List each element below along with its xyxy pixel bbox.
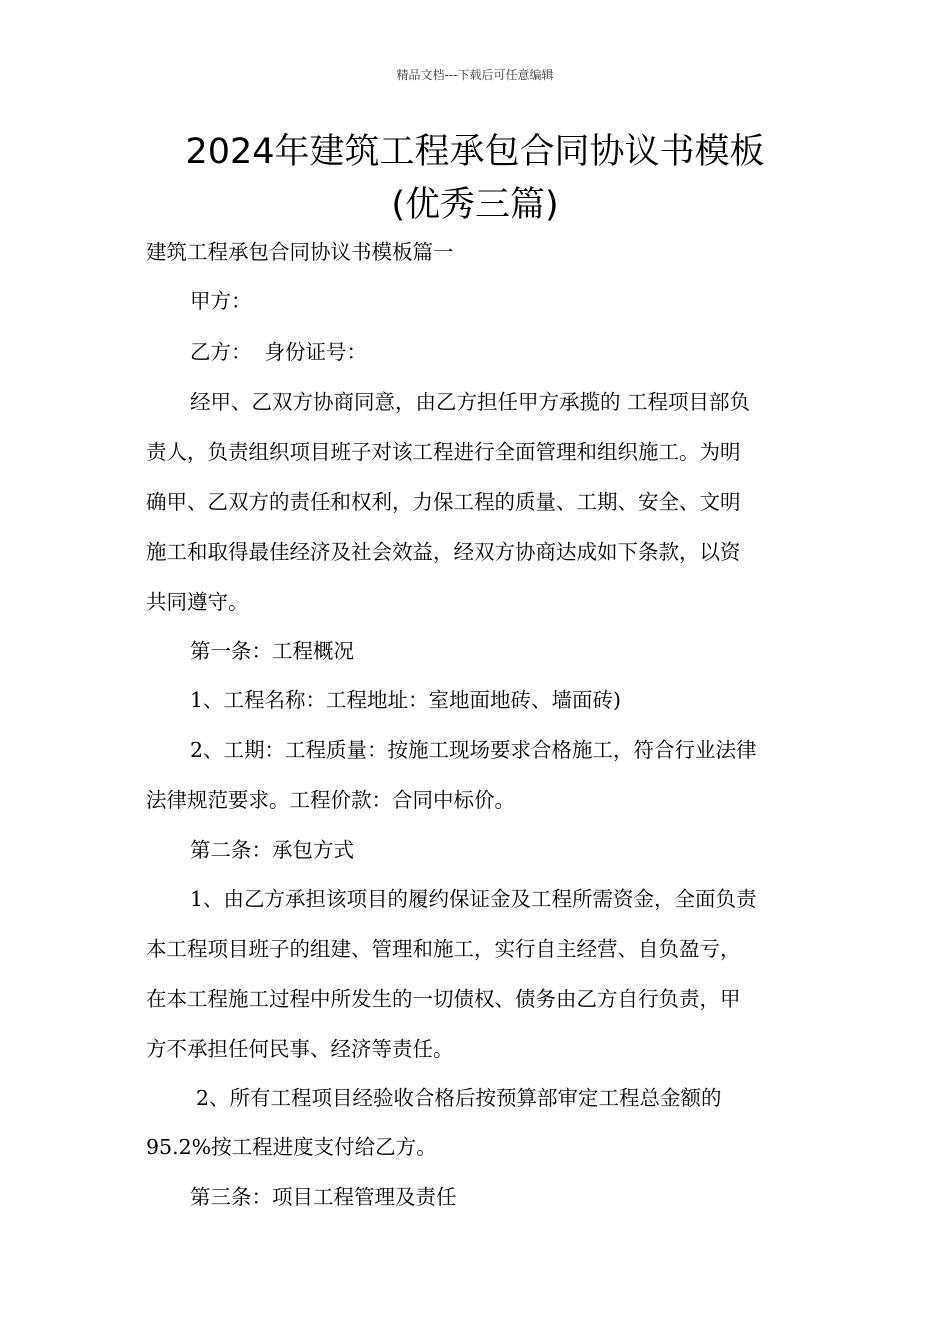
intro-line-3: 确甲、乙双方的责任和权利，力保工程的质量、工期、安全、文明 (146, 490, 741, 514)
article-1-item-2-line-2: 法律规范要求。工程价款：合同中标价。 (146, 788, 515, 812)
intro-line-2: 责人，负责组织项目班子对该工程进行全面管理和组织施工。为明 (146, 440, 741, 464)
running-header: 精品文档---下载后可任意编辑 (396, 68, 554, 82)
article-1-item-2-line-1: 2、工期：工程质量：按施工现场要求合格施工，符合行业法律 (190, 738, 757, 762)
article-2-item-2-line-1: 2、所有工程项目经验收合格后按预算部审定工程总金额的 (196, 1086, 722, 1110)
document-title-line-2: (优秀三篇) (391, 185, 559, 225)
article-2-item-1-line-2: 本工程项目班子的组建、管理和施工，实行自主经营、自负盈亏， (146, 937, 741, 961)
document-title-line-1: 2024年建筑工程承包合同协议书模板 (185, 132, 765, 172)
party-a-label: 甲方： (190, 289, 252, 313)
article-1-title: 第一条：工程概况 (190, 639, 354, 663)
article-2-item-2-line-2: 95.2%按工程进度支付给乙方。 (146, 1135, 437, 1159)
article-2-item-1-line-1: 1、由乙方承担该项目的履约保证金及工程所需资金，全面负责 (190, 887, 757, 911)
intro-line-5: 共同遵守。 (146, 590, 249, 614)
article-2-item-1-line-3: 在本工程施工过程中所发生的一切债权、债务由乙方自行负责，甲 (146, 987, 741, 1011)
article-1-item-1: 1、工程名称：工程地址：室地面地砖、墙面砖) (190, 688, 622, 712)
intro-line-4: 施工和取得最佳经济及社会效益，经双方协商达成如下条款，以资 (146, 540, 741, 564)
article-2-item-1-line-4: 方不承担任何民事、经济等责任。 (146, 1037, 454, 1061)
party-b-label: 乙方： 身份证号： (190, 340, 368, 364)
article-2-title: 第二条：承包方式 (190, 838, 354, 862)
section-heading: 建筑工程承包合同协议书模板篇一 (146, 240, 454, 264)
intro-line-1: 经甲、乙双方协商同意，由乙方担任甲方承揽的 工程项目部负 (190, 390, 751, 414)
article-3-title: 第三条：项目工程管理及责任 (190, 1185, 457, 1209)
